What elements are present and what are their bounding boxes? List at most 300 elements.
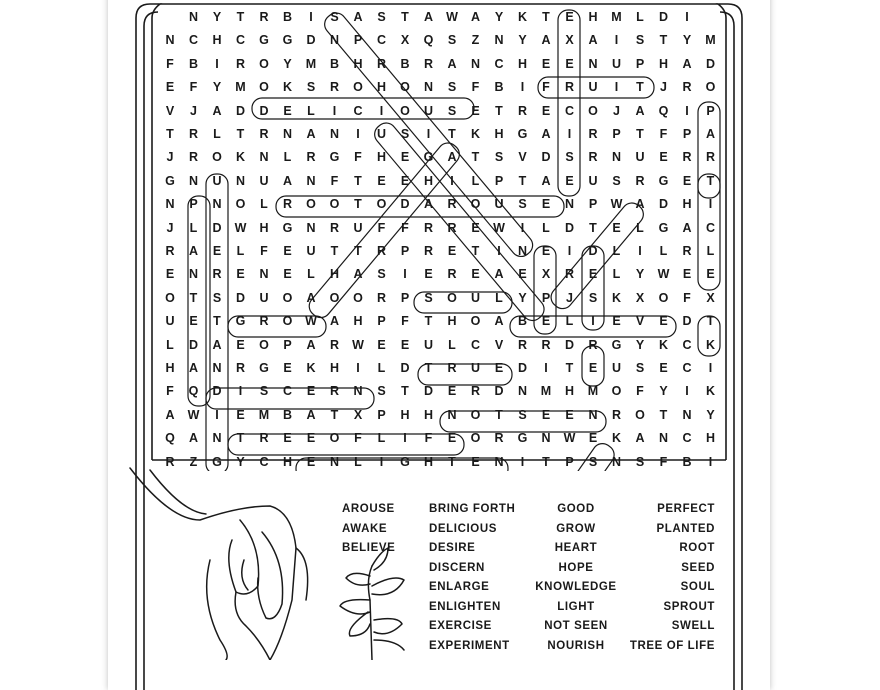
grid-letter[interactable]: W xyxy=(493,220,505,235)
grid-letter[interactable]: E xyxy=(400,150,410,165)
grid-letter[interactable]: H xyxy=(282,454,293,469)
grid-letter[interactable]: I xyxy=(403,267,407,282)
grid-letter[interactable]: I xyxy=(356,361,360,375)
grid-letter[interactable]: I xyxy=(403,431,407,446)
grid-letter[interactable]: Y xyxy=(518,33,527,48)
grid-letter[interactable]: S xyxy=(588,454,598,469)
grid-letter[interactable]: T xyxy=(401,384,409,399)
grid-letter[interactable]: N xyxy=(188,10,199,24)
grid-letter[interactable]: O xyxy=(705,80,716,95)
grid-letter[interactable]: E xyxy=(659,150,668,165)
grid-letter[interactable]: Z xyxy=(189,454,198,469)
grid-letter[interactable]: A xyxy=(588,33,598,48)
grid-letter[interactable]: T xyxy=(213,314,221,329)
grid-letter[interactable]: O xyxy=(376,197,387,212)
grid-letter[interactable]: G xyxy=(282,220,293,235)
grid-letter[interactable]: T xyxy=(330,407,339,422)
grid-letter[interactable]: W xyxy=(234,220,247,235)
grid-letter[interactable]: R xyxy=(447,220,457,235)
grid-letter[interactable]: A xyxy=(447,150,457,165)
grid-letter[interactable]: E xyxy=(283,267,292,282)
grid-letter[interactable]: F xyxy=(659,454,668,469)
grid-letter[interactable]: A xyxy=(635,103,645,118)
grid-letter[interactable]: H xyxy=(494,127,504,141)
grid-letter[interactable]: N xyxy=(517,384,528,399)
grid-letter[interactable]: N xyxy=(329,454,340,469)
grid-letter[interactable]: E xyxy=(565,173,574,188)
grid-letter[interactable]: T xyxy=(236,127,245,141)
grid-letter[interactable]: A xyxy=(682,220,692,235)
grid-letter[interactable]: T xyxy=(448,127,456,141)
grid-letter[interactable]: Q xyxy=(658,103,669,118)
grid-letter[interactable]: G xyxy=(658,173,669,188)
grid-letter[interactable]: W xyxy=(563,431,576,446)
grid-letter[interactable]: P xyxy=(377,314,386,329)
grid-letter[interactable]: Q xyxy=(165,431,175,446)
grid-letter[interactable]: K xyxy=(611,431,622,446)
grid-letter[interactable]: T xyxy=(495,103,503,118)
grid-letter[interactable]: O xyxy=(611,384,622,399)
grid-letter[interactable]: C xyxy=(188,33,199,48)
grid-letter[interactable]: R xyxy=(564,267,575,282)
grid-letter[interactable]: L xyxy=(565,314,574,329)
grid-letter[interactable]: I xyxy=(379,454,384,469)
grid-letter[interactable]: U xyxy=(588,173,598,188)
grid-letter[interactable]: S xyxy=(518,407,527,422)
grid-letter[interactable]: G xyxy=(517,127,528,141)
grid-letter[interactable]: A xyxy=(494,314,504,329)
grid-letter[interactable]: R xyxy=(212,267,222,282)
grid-letter[interactable]: H xyxy=(447,314,457,329)
grid-letter[interactable]: P xyxy=(353,33,363,48)
grid-letter[interactable]: M xyxy=(611,10,622,24)
grid-letter[interactable]: L xyxy=(448,337,456,352)
grid-letter[interactable]: A xyxy=(470,10,481,24)
grid-letter[interactable]: A xyxy=(306,127,316,141)
grid-letter[interactable]: O xyxy=(400,103,410,118)
grid-letter[interactable]: A xyxy=(353,267,363,282)
grid-letter[interactable]: T xyxy=(636,80,644,95)
grid-letter[interactable]: L xyxy=(706,244,715,258)
grid-letter[interactable]: E xyxy=(471,103,480,118)
grid-letter[interactable]: U xyxy=(470,361,481,375)
grid-letter[interactable]: E xyxy=(283,103,292,118)
grid-letter[interactable]: D xyxy=(400,197,410,212)
grid-letter[interactable]: U xyxy=(423,103,434,118)
grid-letter[interactable]: L xyxy=(283,150,292,165)
grid-letter[interactable]: A xyxy=(306,337,316,352)
grid-letter[interactable]: D xyxy=(306,33,316,48)
grid-letter[interactable]: I xyxy=(567,127,572,141)
grid-letter[interactable]: E xyxy=(377,173,386,188)
grid-letter[interactable]: U xyxy=(259,290,269,305)
grid-letter[interactable]: T xyxy=(189,290,198,305)
grid-letter[interactable]: X xyxy=(353,407,363,422)
grid-letter[interactable]: C xyxy=(705,220,716,235)
grid-letter[interactable]: T xyxy=(424,361,433,375)
grid-letter[interactable]: E xyxy=(447,384,457,399)
grid-letter[interactable]: U xyxy=(611,56,622,71)
grid-letter[interactable]: I xyxy=(638,244,642,258)
grid-letter[interactable]: A xyxy=(188,244,199,258)
grid-letter[interactable]: R xyxy=(235,56,246,71)
grid-letter[interactable]: O xyxy=(635,407,645,422)
grid-letter[interactable]: S xyxy=(424,290,433,305)
grid-letter[interactable]: E xyxy=(541,197,551,212)
grid-letter[interactable]: M xyxy=(235,80,246,95)
grid-letter[interactable]: S xyxy=(377,384,386,399)
grid-letter[interactable]: L xyxy=(260,197,268,212)
grid-letter[interactable]: U xyxy=(353,220,363,235)
grid-letter[interactable]: L xyxy=(636,220,644,235)
grid-letter[interactable]: N xyxy=(235,173,246,188)
grid-letter[interactable]: T xyxy=(236,10,245,24)
grid-letter[interactable]: O xyxy=(259,56,269,71)
grid-letter[interactable]: F xyxy=(166,56,174,71)
grid-letter[interactable]: T xyxy=(495,407,503,422)
grid-letter[interactable]: P xyxy=(706,103,715,118)
grid-letter[interactable]: D xyxy=(423,384,434,399)
grid-letter[interactable]: I xyxy=(708,361,713,375)
grid-letter[interactable]: L xyxy=(213,127,221,141)
grid-letter[interactable]: T xyxy=(354,197,362,212)
grid-letter[interactable]: F xyxy=(636,384,644,399)
grid-letter[interactable]: M xyxy=(305,56,317,71)
grid-letter[interactable]: X xyxy=(706,290,715,305)
grid-letter[interactable]: H xyxy=(165,361,175,375)
grid-letter[interactable]: C xyxy=(259,454,269,469)
grid-letter[interactable]: A xyxy=(212,103,222,118)
grid-letter[interactable]: G xyxy=(400,454,410,469)
grid-letter[interactable]: U xyxy=(423,337,434,352)
grid-letter[interactable]: R xyxy=(588,127,598,141)
grid-letter[interactable]: F xyxy=(683,290,691,305)
grid-letter[interactable]: G xyxy=(611,337,622,352)
grid-letter[interactable]: F xyxy=(424,431,433,446)
grid-letter[interactable]: N xyxy=(306,220,316,235)
grid-letter[interactable]: U xyxy=(259,173,269,188)
grid-letter[interactable]: M xyxy=(705,33,716,48)
grid-letter[interactable]: F xyxy=(166,384,174,399)
grid-letter[interactable]: L xyxy=(236,244,245,258)
grid-letter[interactable]: O xyxy=(470,431,481,446)
grid-letter[interactable]: U xyxy=(635,150,645,165)
grid-letter[interactable]: Y xyxy=(659,384,668,399)
grid-letter[interactable]: G xyxy=(658,220,669,235)
grid-letter[interactable]: M xyxy=(258,407,270,422)
grid-letter[interactable]: Y xyxy=(283,56,292,71)
grid-letter[interactable]: I xyxy=(356,127,360,141)
grid-letter[interactable]: E xyxy=(541,244,551,258)
grid-letter[interactable]: S xyxy=(306,80,316,95)
grid-letter[interactable]: P xyxy=(283,337,292,352)
grid-letter[interactable]: O xyxy=(259,80,269,95)
grid-letter[interactable]: H xyxy=(423,173,434,188)
grid-letter[interactable]: N xyxy=(494,33,504,48)
grid-letter[interactable]: E xyxy=(377,337,386,352)
grid-letter[interactable]: J xyxy=(166,220,174,235)
grid-letter[interactable]: D xyxy=(541,150,551,165)
grid-letter[interactable]: W xyxy=(352,337,364,352)
grid-letter[interactable]: L xyxy=(166,337,174,352)
grid-letter[interactable]: A xyxy=(282,173,293,188)
grid-letter[interactable]: R xyxy=(517,103,528,118)
grid-letter[interactable]: N xyxy=(212,431,222,446)
grid-letter[interactable]: H xyxy=(329,267,340,282)
grid-letter[interactable]: E xyxy=(494,361,504,375)
grid-letter[interactable]: E xyxy=(588,267,598,282)
grid-letter[interactable]: B xyxy=(682,454,692,469)
grid-letter[interactable]: U xyxy=(212,173,222,188)
grid-letter[interactable]: H xyxy=(423,407,434,422)
grid-letter[interactable]: R xyxy=(682,80,692,95)
grid-letter[interactable]: P xyxy=(494,173,504,188)
grid-letter[interactable]: O xyxy=(282,314,293,329)
grid-letter[interactable]: D xyxy=(259,103,269,118)
grid-letter[interactable]: H xyxy=(423,454,434,469)
grid-letter[interactable]: E xyxy=(588,361,598,375)
grid-letter[interactable]: S xyxy=(447,80,457,95)
grid-letter[interactable]: E xyxy=(588,431,598,446)
grid-letter[interactable]: I xyxy=(708,454,713,469)
grid-letter[interactable]: A xyxy=(635,431,645,446)
grid-letter[interactable]: E xyxy=(447,244,457,258)
grid-letter[interactable]: H xyxy=(259,220,269,235)
grid-letter[interactable]: B xyxy=(400,56,410,71)
grid-letter[interactable]: E xyxy=(565,56,574,71)
grid-letter[interactable]: N xyxy=(447,407,457,422)
grid-letter[interactable]: P xyxy=(588,197,598,212)
grid-letter[interactable]: C xyxy=(682,431,692,446)
grid-letter[interactable]: R xyxy=(447,197,457,212)
grid-letter[interactable]: F xyxy=(260,244,268,258)
grid-letter[interactable]: D xyxy=(235,103,246,118)
grid-letter[interactable]: O xyxy=(329,431,340,446)
grid-letter[interactable]: E xyxy=(212,244,222,258)
grid-letter[interactable]: S xyxy=(400,127,410,141)
grid-letter[interactable]: F xyxy=(354,150,362,165)
grid-letter[interactable]: C xyxy=(470,337,481,352)
grid-letter[interactable]: Z xyxy=(471,33,480,48)
grid-letter[interactable]: I xyxy=(685,384,689,399)
grid-letter[interactable]: A xyxy=(306,290,316,305)
grid-letter[interactable]: L xyxy=(189,220,198,235)
grid-letter[interactable]: O xyxy=(212,150,222,165)
grid-letter[interactable]: T xyxy=(636,127,644,141)
grid-letter[interactable]: E xyxy=(541,314,551,329)
grid-letter[interactable]: S xyxy=(635,454,645,469)
grid-letter[interactable]: H xyxy=(682,197,692,212)
grid-letter[interactable]: A xyxy=(494,267,504,282)
grid-letter[interactable]: N xyxy=(165,197,175,212)
grid-letter[interactable]: N xyxy=(282,127,293,141)
grid-letter[interactable]: R xyxy=(682,150,692,165)
grid-letter[interactable]: S xyxy=(212,290,222,305)
grid-letter[interactable]: E xyxy=(236,267,245,282)
grid-letter[interactable]: L xyxy=(612,267,621,282)
grid-letter[interactable]: H xyxy=(588,10,598,24)
grid-letter[interactable]: H xyxy=(517,56,528,71)
grid-letter[interactable]: A xyxy=(447,56,457,71)
grid-letter[interactable]: L xyxy=(612,244,621,258)
grid-letter[interactable]: R xyxy=(259,10,269,24)
grid-letter[interactable]: L xyxy=(354,454,362,469)
grid-letter[interactable]: I xyxy=(544,361,548,375)
grid-letter[interactable]: T xyxy=(518,173,527,188)
grid-letter[interactable]: I xyxy=(215,56,219,71)
grid-letter[interactable]: E xyxy=(612,314,621,329)
grid-letter[interactable]: O xyxy=(259,337,269,352)
grid-letter[interactable]: S xyxy=(635,361,645,375)
grid-letter[interactable]: I xyxy=(215,407,219,422)
grid-letter[interactable]: R xyxy=(423,56,434,71)
grid-letter[interactable]: G xyxy=(259,33,269,48)
grid-letter[interactable]: R xyxy=(423,220,434,235)
grid-letter[interactable]: Y xyxy=(212,10,222,24)
grid-letter[interactable]: C xyxy=(282,384,293,399)
grid-letter[interactable]: U xyxy=(494,197,504,212)
grid-letter[interactable]: I xyxy=(614,33,619,48)
grid-letter[interactable]: U xyxy=(470,290,481,305)
grid-letter[interactable]: T xyxy=(330,244,339,258)
grid-letter[interactable]: N xyxy=(259,150,269,165)
grid-letter[interactable]: D xyxy=(188,337,199,352)
grid-letter[interactable]: P xyxy=(541,290,551,305)
grid-letter[interactable]: U xyxy=(376,127,387,141)
grid-letter[interactable]: R xyxy=(376,56,387,71)
grid-letter[interactable]: A xyxy=(188,431,199,446)
grid-letter[interactable]: R xyxy=(588,150,598,165)
grid-letter[interactable]: A xyxy=(541,33,551,48)
grid-letter[interactable]: B xyxy=(188,56,199,71)
grid-letter[interactable]: N xyxy=(682,407,692,422)
grid-letter[interactable]: T xyxy=(354,244,362,258)
grid-letter[interactable]: A xyxy=(682,56,692,71)
grid-letter[interactable]: E xyxy=(471,220,480,235)
grid-letter[interactable]: T xyxy=(706,173,715,188)
grid-letter[interactable]: M xyxy=(540,384,552,399)
grid-letter[interactable]: I xyxy=(520,454,525,469)
grid-letter[interactable]: P xyxy=(400,244,410,258)
grid-letter[interactable]: K xyxy=(705,384,716,399)
grid-letter[interactable]: R xyxy=(564,80,575,95)
grid-letter[interactable]: K xyxy=(705,337,716,352)
grid-letter[interactable]: O xyxy=(306,197,316,212)
grid-letter[interactable]: H xyxy=(376,80,387,95)
grid-letter[interactable]: E xyxy=(306,454,316,469)
grid-letter[interactable]: L xyxy=(377,431,386,446)
grid-letter[interactable]: A xyxy=(541,127,551,141)
grid-letter[interactable]: U xyxy=(588,80,598,95)
grid-letter[interactable]: E xyxy=(283,431,292,446)
grid-letter[interactable]: A xyxy=(212,337,222,352)
grid-letter[interactable]: I xyxy=(238,384,243,399)
grid-letter[interactable]: W xyxy=(657,267,670,282)
grid-letter[interactable]: N xyxy=(212,361,222,375)
grid-letter[interactable]: T xyxy=(354,173,362,188)
grid-letter[interactable]: R xyxy=(635,173,645,188)
grid-letter[interactable]: R xyxy=(447,361,457,375)
grid-letter[interactable]: K xyxy=(611,290,622,305)
grid-letter[interactable]: D xyxy=(235,290,246,305)
grid-letter[interactable]: U xyxy=(306,244,316,258)
grid-letter[interactable]: R xyxy=(423,244,434,258)
grid-letter[interactable]: E xyxy=(424,267,433,282)
grid-letter[interactable]: R xyxy=(494,431,504,446)
grid-letter[interactable]: P xyxy=(565,454,574,469)
grid-letter[interactable]: R xyxy=(682,244,692,258)
grid-letter[interactable]: A xyxy=(635,197,645,212)
grid-letter[interactable]: I xyxy=(426,127,431,141)
grid-letter[interactable]: D xyxy=(564,220,575,235)
grid-letter[interactable]: I xyxy=(614,80,619,95)
grid-letter[interactable]: S xyxy=(377,10,386,24)
grid-letter[interactable]: F xyxy=(377,220,386,235)
grid-letter[interactable]: E xyxy=(165,80,175,95)
grid-letter[interactable]: A xyxy=(705,127,716,141)
grid-letter[interactable]: H xyxy=(353,314,363,329)
grid-letter[interactable]: H xyxy=(329,361,340,375)
grid-letter[interactable]: L xyxy=(636,10,644,24)
grid-letter[interactable]: C xyxy=(682,337,692,352)
grid-letter[interactable]: E xyxy=(400,173,410,188)
grid-letter[interactable]: I xyxy=(591,314,595,329)
grid-letter[interactable]: F xyxy=(401,314,409,329)
grid-letter[interactable]: I xyxy=(708,197,713,212)
grid-letter[interactable]: G xyxy=(282,33,293,48)
grid-letter[interactable]: L xyxy=(495,290,503,305)
grid-letter[interactable]: I xyxy=(685,10,689,24)
grid-letter[interactable]: I xyxy=(520,80,525,95)
grid-letter[interactable]: H xyxy=(705,431,716,446)
grid-letter[interactable]: N xyxy=(306,173,316,188)
grid-letter[interactable]: T xyxy=(542,10,550,24)
grid-letter[interactable]: B xyxy=(282,407,293,422)
grid-letter[interactable]: V xyxy=(635,314,645,329)
grid-letter[interactable]: H xyxy=(212,33,222,48)
grid-letter[interactable]: D xyxy=(658,10,669,24)
grid-letter[interactable]: G xyxy=(329,150,340,165)
grid-letter[interactable]: A xyxy=(541,173,551,188)
grid-letter[interactable]: E xyxy=(283,361,292,375)
grid-letter[interactable]: S xyxy=(635,33,645,48)
grid-letter[interactable]: W xyxy=(305,314,317,329)
grid-letter[interactable]: V xyxy=(165,103,175,118)
grid-letter[interactable]: T xyxy=(236,431,245,446)
grid-letter[interactable]: O xyxy=(470,197,481,212)
grid-letter[interactable]: C xyxy=(235,33,246,48)
grid-letter[interactable]: O xyxy=(353,80,363,95)
grid-letter[interactable]: B xyxy=(517,314,528,329)
grid-letter[interactable]: D xyxy=(564,337,575,352)
grid-letter[interactable]: O xyxy=(329,197,340,212)
grid-letter[interactable]: G xyxy=(212,454,222,469)
grid-letter[interactable]: P xyxy=(377,407,386,422)
grid-letter[interactable]: R xyxy=(329,337,340,352)
grid-letter[interactable]: E xyxy=(565,407,574,422)
grid-letter[interactable]: D xyxy=(212,384,222,399)
grid-letter[interactable]: R xyxy=(259,127,269,141)
grid-letter[interactable]: S xyxy=(565,150,574,165)
grid-letter[interactable]: G xyxy=(517,431,528,446)
grid-letter[interactable]: O xyxy=(400,80,410,95)
grid-letter[interactable]: D xyxy=(517,361,528,375)
grid-letter[interactable]: F xyxy=(471,80,480,95)
grid-letter[interactable]: B xyxy=(494,80,504,95)
grid-letter[interactable]: E xyxy=(400,337,410,352)
grid-letter[interactable]: N xyxy=(541,431,551,446)
grid-letter[interactable]: E xyxy=(306,431,316,446)
